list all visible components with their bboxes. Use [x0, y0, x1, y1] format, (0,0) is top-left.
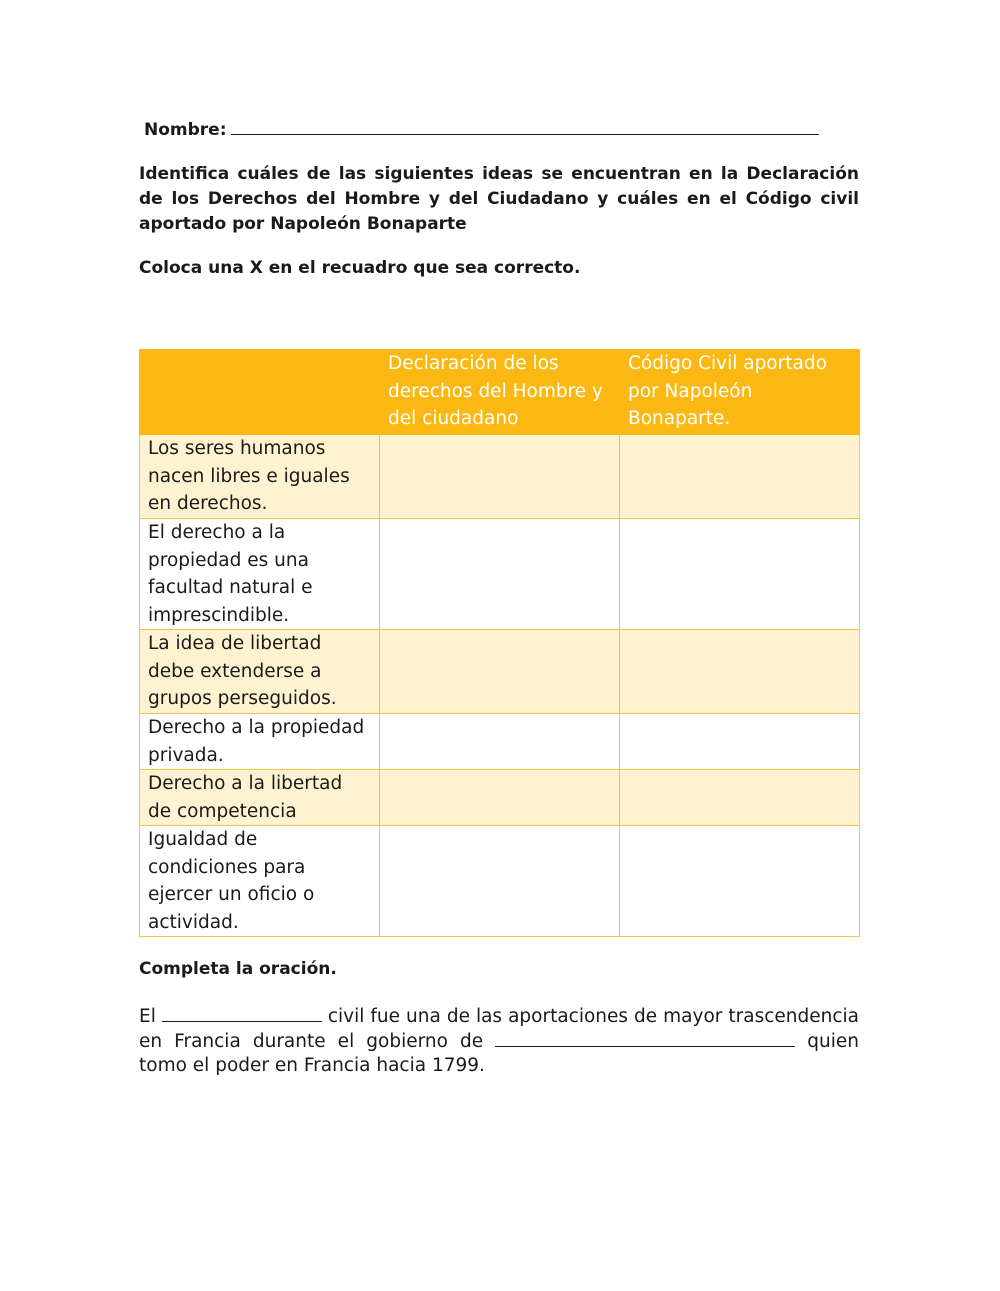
- table-row: [140, 435, 860, 519]
- sub-instructions-text: Coloca una X en el recuadro que sea correcto.: [139, 258, 581, 278]
- answer-cell-codigo[interactable]: [620, 770, 860, 826]
- answer-cell-codigo[interactable]: [620, 435, 860, 519]
- table-row: [140, 770, 860, 826]
- row-statement: Derecho a la propiedad privada.: [140, 714, 380, 770]
- blank-codigo[interactable]: [162, 1005, 322, 1022]
- completion-sentence: [139, 1005, 859, 1079]
- instructions-text: Identifica cuáles de las siguientes ideas se encuentran en la Declaración de los Derechos del Hombre y del Ciudadano y cuáles en el Código civil aportado por Napoleón Bonaparte: [139, 164, 859, 234]
- table-row: [140, 519, 860, 630]
- answer-cell-codigo[interactable]: [620, 826, 860, 937]
- blank-gobierno[interactable]: [495, 1030, 795, 1047]
- name-label: Nombre:: [144, 120, 227, 140]
- answer-cell-declaracion[interactable]: [380, 519, 620, 630]
- sentence-part-2: civil fue una de las aportaciones de mayor trascendencia en Francia durante el gobierno de: [139, 1006, 860, 1052]
- row-statement: La idea de libertad debe extenderse a grupos perseguidos.: [140, 630, 380, 714]
- table-row: [140, 826, 860, 937]
- row-statement: El derecho a la propiedad es una facultad natural e imprescindible.: [140, 519, 380, 630]
- table-row: [140, 714, 860, 770]
- row-statement: Los seres humanos nacen libres e iguales en derechos.: [140, 435, 380, 519]
- table-row: [140, 630, 860, 714]
- classification-table: [139, 349, 860, 937]
- table-header-row: [140, 350, 860, 435]
- answer-cell-declaracion[interactable]: [380, 770, 620, 826]
- answer-cell-declaracion[interactable]: [380, 435, 620, 519]
- answer-cell-codigo[interactable]: [620, 714, 860, 770]
- answer-cell-declaracion[interactable]: [380, 630, 620, 714]
- row-statement: Derecho a la libertad de competencia: [140, 770, 380, 826]
- completion-heading: Completa la oración.: [139, 959, 337, 979]
- sentence-part-3: quien tomo el poder en Francia hacia 1799.: [139, 1030, 859, 1076]
- header-empty: [140, 350, 380, 435]
- answer-cell-codigo[interactable]: [620, 630, 860, 714]
- row-statement: Igualdad de condiciones para ejercer un oficio o actividad.: [140, 826, 380, 937]
- answer-cell-codigo[interactable]: [620, 519, 860, 630]
- header-declaracion: Declaración de los derechos del Hombre y del ciudadano: [380, 350, 620, 435]
- name-field: [144, 116, 819, 140]
- answer-cell-declaracion[interactable]: [380, 714, 620, 770]
- name-input-line[interactable]: [231, 116, 819, 135]
- sentence-part-1: El: [139, 1006, 156, 1027]
- answer-cell-declaracion[interactable]: [380, 826, 620, 937]
- header-codigo-civil: Código Civil aportado por Napoleón Bonaparte.: [620, 350, 860, 435]
